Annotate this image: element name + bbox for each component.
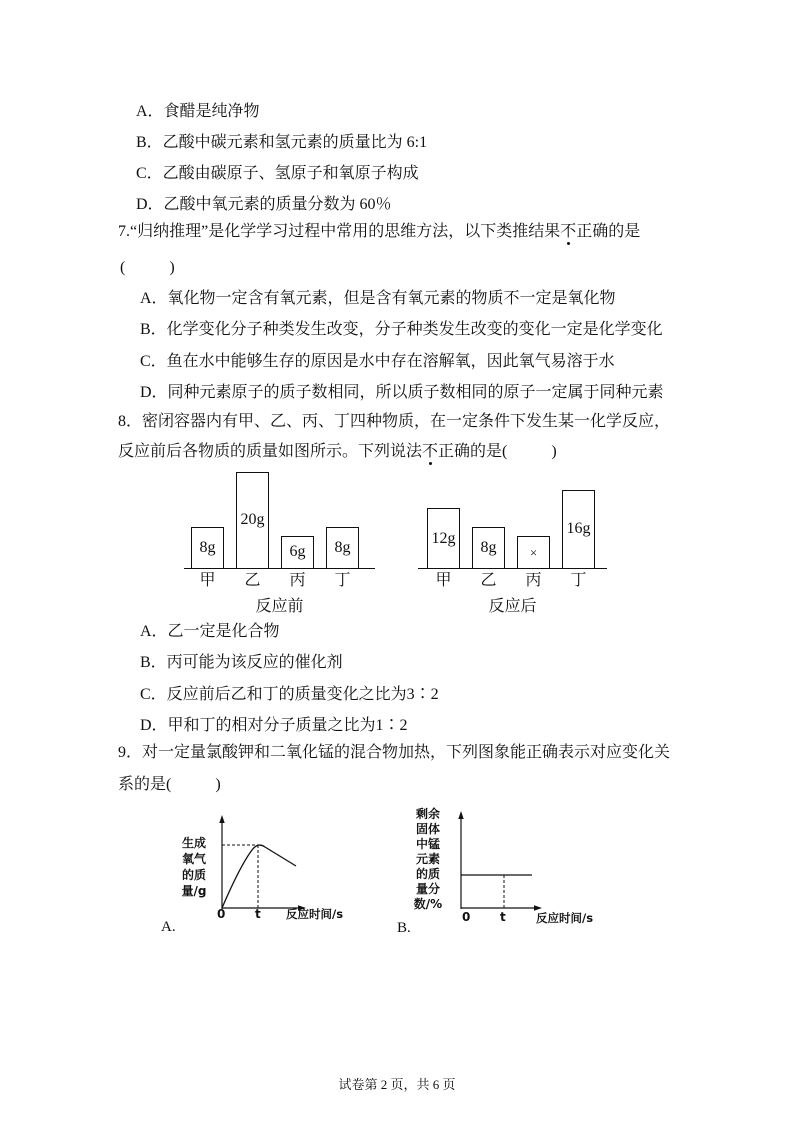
- q8-stem-text-end: 正确的是( ): [438, 443, 557, 460]
- bar-value-label: 8g: [199, 538, 216, 556]
- graph-a-option-letter: A.: [161, 919, 176, 935]
- category-label: 甲: [199, 572, 216, 589]
- bar-before-ding: [326, 527, 359, 568]
- q9-stem-line2: 系的是( ): [118, 776, 221, 793]
- graph-b-y-axis-label: [413, 807, 443, 912]
- bar-after-bing-unknown: [517, 536, 550, 568]
- graph-a-x-axis-label: 反应时间/s: [286, 907, 344, 921]
- y-label-line: 剩余: [415, 807, 440, 821]
- q8-option-d: D．甲和丁的相对分子质量之比为1∶2: [140, 717, 408, 734]
- graph-a-t-label: t: [255, 907, 261, 921]
- bar-before-bing: [281, 536, 314, 568]
- bar-value-label: 6g: [289, 543, 306, 561]
- bar-after-ding: [562, 490, 595, 568]
- y-label-line: 量/g: [181, 884, 207, 898]
- bar-value-label: 20g: [240, 511, 265, 529]
- q8-option-a: A．乙一定是化合物: [140, 623, 280, 640]
- q7-stem-text: 7.“归纳推理”是化学学习过程中常用的思维方法，以下类推结果: [118, 223, 561, 240]
- q7-option-d: D．同种元素原子的质子数相同，所以质子数相同的原子一定属于同种元素: [140, 384, 664, 401]
- q8-emphasis-word: 不: [422, 443, 439, 460]
- bar-value-label: 16g: [566, 520, 591, 538]
- unknown-mark: ×: [529, 544, 538, 560]
- q8-option-b: B．丙可能为该反应的催化剂: [140, 654, 343, 671]
- y-axis-arrow: [458, 811, 463, 819]
- page-footer: 试卷第 2 页，共 6 页: [338, 1077, 456, 1092]
- figure-caption-before: 反应前: [255, 598, 304, 615]
- q7-option-c: C．鱼在水中能够生存的原因是水中存在溶解氧，因此氧气易溶于水: [140, 353, 615, 370]
- q7-option-b: B．化学变化分子种类发生改变，分子种类发生改变的变化一定是化学变化: [140, 321, 663, 338]
- category-label: 乙: [480, 572, 497, 589]
- bar-before-yi: [236, 472, 269, 569]
- graph-a-y-axis-label: [180, 835, 208, 899]
- q7-emphasis-word: 不: [560, 223, 577, 240]
- category-label: 丁: [570, 572, 587, 589]
- bar-value-label: 12g: [431, 529, 456, 547]
- q6-option-d: D．乙酸中氧元素的质量分数为 60％: [136, 196, 392, 213]
- category-label: 甲: [435, 572, 452, 589]
- y-label-line: 元素: [415, 852, 440, 866]
- y-label-line: 数/%: [413, 897, 443, 911]
- bar-plot-before: [184, 458, 375, 569]
- bar-after-jia: [427, 508, 460, 568]
- q9-stem-line1: 9．对一定量氯酸钾和二氧化锰的混合物加热，下列图象能正确表示对应变化关: [118, 744, 671, 761]
- x-axis-arrow: [534, 905, 542, 910]
- graph-b-x-axis-label: 反应时间/s: [536, 911, 594, 925]
- graph-a-origin-label: 0: [217, 907, 226, 921]
- q8-stem-text: 反应前后各物质的质量如图所示。下列说法: [118, 443, 423, 460]
- y-label-line: 的质: [181, 868, 206, 882]
- bar-plot-after: [418, 458, 607, 569]
- category-label: 丙: [525, 572, 542, 589]
- category-row-after: [418, 571, 607, 591]
- category-row-before: [184, 571, 375, 591]
- graph-b-option-letter: B.: [397, 920, 411, 936]
- bar-after-yi: [472, 527, 505, 568]
- bar-before-jia: [191, 527, 224, 568]
- q8-stem-line1: 8．密闭容器内有甲、乙、丙、丁四种物质，在一定条件下发生某一化学反应，: [118, 413, 671, 430]
- y-label-line: 氧气: [181, 852, 206, 866]
- q8-option-c: C．反应前后乙和丁的质量变化之比为3∶2: [140, 686, 439, 703]
- y-label-line: 量分: [415, 882, 440, 896]
- bar-value-label: 8g: [480, 538, 497, 556]
- bar-figure-after: [418, 458, 607, 617]
- figure-caption-after: 反应后: [488, 598, 537, 615]
- category-label: 丙: [289, 572, 306, 589]
- y-label-line: 固体: [415, 822, 440, 836]
- y-axis-arrow: [219, 815, 224, 823]
- oxygen-mass-curve: [222, 845, 296, 908]
- y-label-line: 中锰: [415, 837, 440, 851]
- category-label: 丁: [334, 572, 351, 589]
- bar-value-label: 8g: [334, 538, 351, 556]
- graph-b-t-label: t: [500, 910, 506, 924]
- q7-option-a: A．氧化物一定含有氧元素，但是含有氧元素的物质不一定是氧化物: [140, 290, 616, 307]
- q6-option-c: C．乙酸由碳原子、氢原子和氧原子构成: [136, 165, 419, 182]
- category-label: 乙: [244, 572, 261, 589]
- q7-answer-blank: ( ): [120, 259, 175, 276]
- q7-stem: [118, 222, 640, 242]
- q6-option-a: A．食醋是纯净物: [136, 103, 260, 120]
- y-label-line: 生成: [181, 836, 206, 850]
- graph-b-origin-label: 0: [462, 910, 471, 924]
- q6-option-b: B．乙酸中碳元素和氢元素的质量比为 6:1: [136, 134, 428, 151]
- y-label-line: 的质: [415, 867, 440, 881]
- q7-stem-text-end: 正确的是: [576, 223, 641, 240]
- bar-figure-before: [184, 458, 375, 617]
